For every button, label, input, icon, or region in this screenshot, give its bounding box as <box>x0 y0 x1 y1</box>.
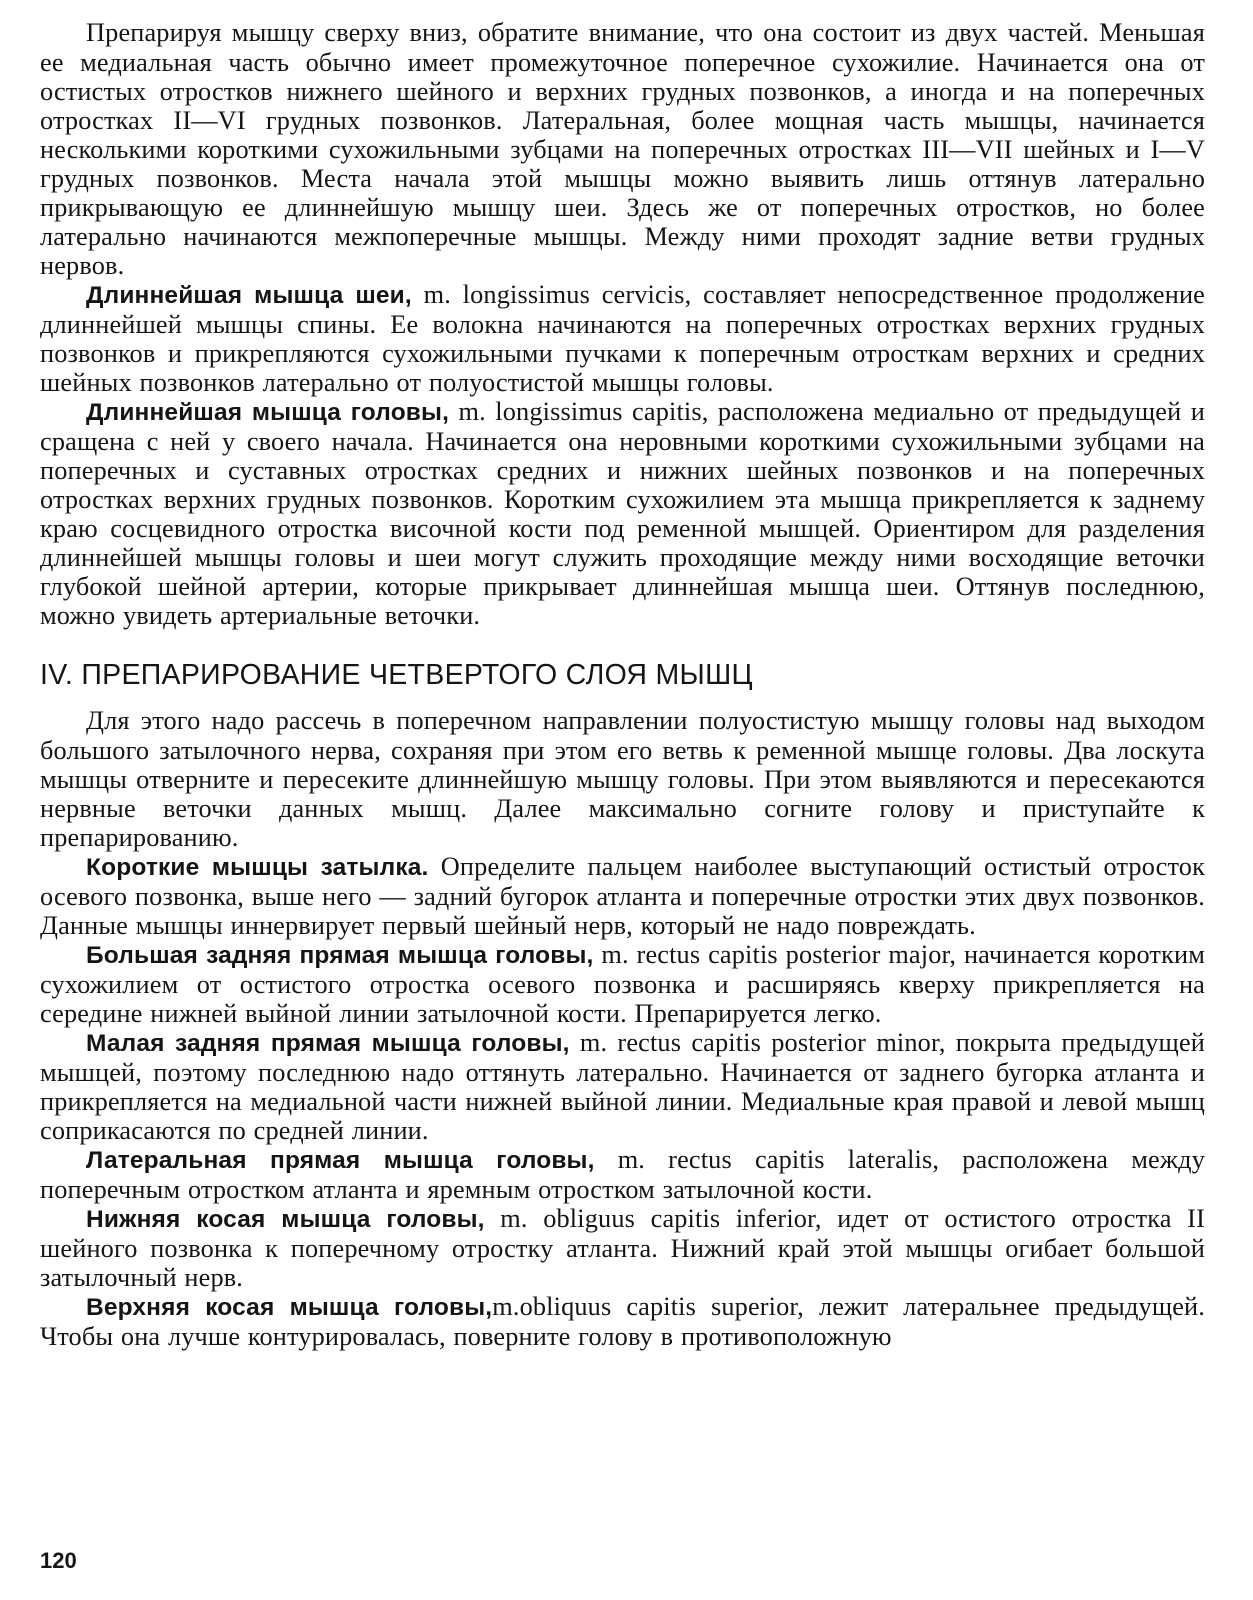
paragraph-text: Определите пальцем наиболее выступающий остистый отросток осевого позвонка, выше него — задний бугорок атланта и поперечные отростки этих двух позвонков. Данные мышцы иннервирует первый шейный нерв, который не надо повреждать. <box>40 852 1205 940</box>
paragraph <box>40 397 1205 630</box>
paragraph-text: m. rectus capitis posterior major, начинается коротким сухожилием от остистого отростка осевого позвонка и расширяясь кверху прикрепляется на середине нижней выйной линии затылочной кости. Препарируется легко. <box>40 940 1206 1028</box>
paragraph-term: Малая задняя прямая мышца головы, <box>86 1030 570 1057</box>
paragraph-text: m. rectus capitis lateralis, расположена между поперечным отростком атланта и яремным отростком затылочной кости. <box>40 1145 1205 1204</box>
paragraph-term: Латеральная прямая мышца головы, <box>86 1147 595 1174</box>
paragraph <box>40 1292 1205 1351</box>
paragraph-term: Большая задняя прямая мышца головы, <box>86 942 594 969</box>
paragraph-term: Верхняя косая мышца головы, <box>86 1294 493 1321</box>
paragraph-term: Длиннейшая мышца головы, <box>86 399 450 426</box>
paragraph-text: m. obliguus capitis inferior, идет от остистого отростка II шейного позвонка к поперечному отростку атланта. Нижний край этой мышцы огибает большой затылочный нерв. <box>40 1204 1205 1292</box>
paragraph-term: Нижняя косая мышца головы, <box>86 1206 485 1233</box>
paragraph-text: Препарируя мышцу сверху вниз, обратите внимание, что она состоит из двух частей. Меньшая ее медиальная часть обычно имеет промежуточное поперечное сухожилие. Начинается она от остистых отростков нижнего шейного и верхних грудных позвонков, а иногда и на поперечных отростках II—VI грудных позвонков. Латеральная, более мощная часть мышцы, начинается несколькими короткими сухожильными зубцами на поперечных отростках III—VII шейных и I—V грудных позвонков. Места начала этой мышцы можно выявить лишь оттянув латерально прикрывающую ее длиннейшую мышцу шеи. Здесь же от поперечных отростков, но более латерально начинаются межпоперечные мышцы. Между ними проходят задние ветви грудных нервов. <box>40 18 1205 280</box>
page-number: 120 <box>40 1548 77 1573</box>
paragraph <box>40 706 1205 852</box>
paragraph <box>40 1145 1205 1204</box>
paragraph <box>40 852 1205 940</box>
section-heading: IV. ПРЕПАРИРОВАНИЕ ЧЕТВЕРТОГО СЛОЯ МЫШЦ <box>40 659 753 691</box>
paragraph <box>40 1204 1205 1292</box>
paragraph <box>40 1028 1205 1145</box>
paragraph-text: m. longissimus capitis, расположена медиально от предыдущей и сращена с ней у своего начала. Начинается она неровными короткими сухожильными зубцами на поперечных и суставных отростках средних и нижних шейных позвонков и на поперечных отростках верхних грудных позвонков. Коротким сухожилием эта мышца прикрепляется к заднему краю сосцевидного отростка височной кости под ременной мышцей. Ориентиром для разделения длиннейшей мышцы головы и шеи могут служить проходящие между ними восходящие веточки глубокой шейной артерии, которые прикрывает длиннейшая мышца шеи. Оттянув последнюю, можно увидеть артериальные веточки. <box>40 397 1206 630</box>
paragraph-text: Для этого надо рассечь в поперечном направлении полуостистую мышцу головы над выходом большого затылочного нерва, сохраняя при этом его ветвь к ременной мышце головы. Два лоскута мышцы отверните и пересеките длиннейшую мышцу головы. При этом выявляются и пересекаются нервные веточки данных мышц. Далее максимально согните голову и приступайте к препарированию. <box>40 706 1205 852</box>
paragraph <box>40 280 1205 397</box>
page-content <box>40 18 1205 1351</box>
paragraph-text: m.obliquus capitis superior, лежит латеральнее предыдущей. Чтобы она лучше контурировалась, поверните голову в противоположную <box>40 1292 1205 1351</box>
paragraph-text: m. longissimus cervicis, составляет непосредственное продолжение длиннейшей мышцы спины. Ее волокна начинаются на поперечных отростках верхних грудных позвонков и прикрепляются сухожильными пучками к поперечным отросткам верхних и средних шейных позвонков латерально от полуостистой мышцы головы. <box>40 280 1205 397</box>
paragraph <box>40 18 1205 280</box>
paragraph <box>40 940 1205 1028</box>
paragraph-term: Длиннейшая мышца шеи, <box>86 282 412 309</box>
paragraph-text: m. rectus capitis posterior minor, покрыта предыдущей мышцей, поэтому последнюю надо оттянуть латерально. Начинается от заднего бугорка атланта и прикрепляется на медиальной части нижней выйной линии. Медиальные края правой и левой мышц соприкасаются по средней линии. <box>40 1028 1205 1145</box>
paragraph-term: Короткие мышцы затылка. <box>86 854 429 881</box>
